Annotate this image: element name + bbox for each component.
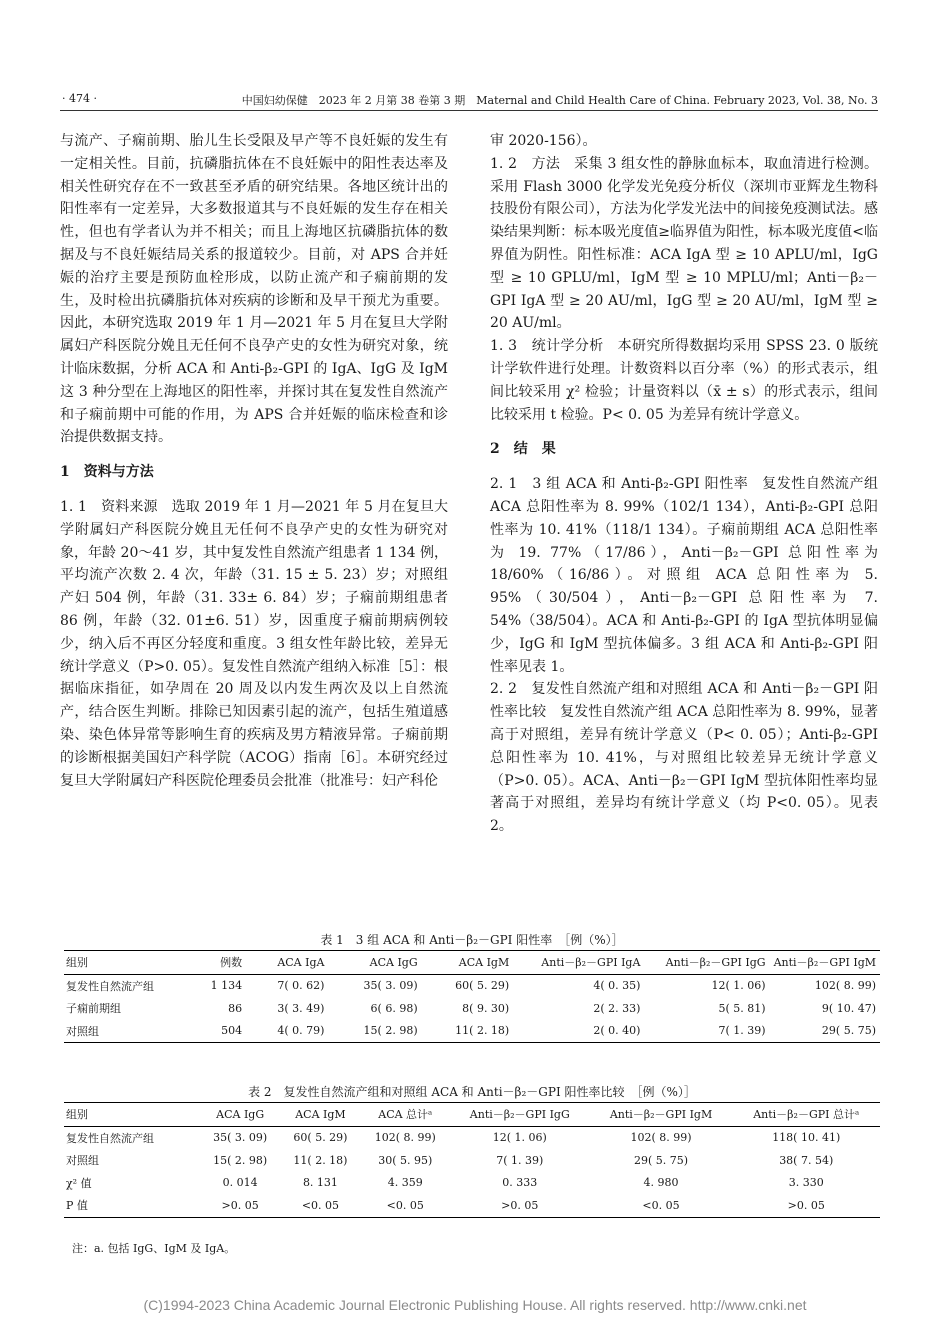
table-cell: 35( 3. 09): [213, 1131, 268, 1145]
table-cell: 3( 3. 49): [277, 1001, 325, 1015]
table-row: [64, 1020, 880, 1043]
table-cell: 0. 014: [222, 1176, 258, 1190]
table-1: [64, 930, 880, 1043]
table-cell: 0. 333: [502, 1176, 538, 1190]
table-header-cell: ACA 总计ᵃ: [378, 1108, 433, 1122]
table-row: [64, 1172, 880, 1195]
table-cell: 29( 5. 75): [633, 1153, 689, 1167]
section-2-1: [490, 473, 878, 678]
table-2-grid: [64, 1102, 880, 1218]
table-cell: >0. 05: [501, 1198, 539, 1212]
intro-paragraph: 与流产、子痫前期、胎儿生长受限及早产等不良妊娠的发生有一定相关性。目前，抗磷脂抗体在不良妊娠中的阳性表达率及相关性研究存在不一致甚至矛盾的研究结果。各地区统计出的阳性率有一定差异，大多数报道其与不良妊娠的发生存在相关性，但也有学者认为并不相关；而且上海地区抗磷脂抗体的数据及与不良妊娠结局关系的报道较少。目前，对 APS 合并妊娠的治疗主要是预防血栓形成，以防止流产和子痫前期的发生，及时检出抗磷脂抗体对疾病的诊断和及早干预尤为重要。因此，本研究选取 2019 年 1 月—2021 年 5 月在复旦大学附属妇产科医院分娩且无任何不良孕产史的女性为研究对象，统计临床数据，分析 ACA 和 Anti-β₂-GPI 的 IgA、IgG 及 IgM 这 3 种分型在上海地区的阳性率，并探讨其在复发性自然流产和子痫前期中可能的作用，为 APS 合并妊娠的临床检查和诊治提供数据支持。: [60, 133, 448, 446]
table-cell: P 值: [66, 1199, 88, 1213]
section-1-3: [490, 335, 878, 426]
table-header-cell: Anti－β₂－GPI IgG: [469, 1108, 570, 1122]
table-header-cell: ACA IgM: [295, 1107, 346, 1121]
table-cell: <0. 05: [386, 1198, 424, 1212]
table-cell: <0. 05: [642, 1198, 680, 1212]
table-cell: 38( 7. 54): [779, 1153, 834, 1167]
table-cell: 4( 0. 35): [593, 979, 641, 993]
table-header-row: [64, 1103, 880, 1127]
table-cell: 102( 8. 99): [374, 1131, 436, 1145]
section-2-heading: 2 结 果: [490, 441, 556, 458]
section-2-2: [490, 678, 878, 838]
table-cell: 7( 1. 39): [496, 1153, 544, 1167]
table-cell: 102( 8. 99): [630, 1131, 692, 1145]
table-1-caption: 表 1 3 组 ACA 和 Anti－β₂－GPI 阳性率 ［例（%）］: [320, 933, 624, 947]
table-header-cell: ACA IgG: [216, 1107, 265, 1121]
table-cell: 复发性自然流产组: [66, 979, 154, 993]
section-2-2-body: 复发性自然流产组 ACA 总阳性率为 8. 99%，显著高于对照组，差异有统计学意义（P< 0. 05）；Anti-β₂-GPI 总阳性率为 10. 41%，与对照组比较差异无统计学意义（P>0. 05）。ACA、Anti－β₂－GPI IgM 型抗体阳性率均显著高于对照组，差异均有统计学意义（均 P<0. 05）。见表 2。: [490, 704, 878, 835]
table-cell: 15( 2. 98): [213, 1153, 268, 1167]
table-cell: 29( 5. 75): [821, 1024, 876, 1038]
right-column: [490, 130, 878, 838]
table-cell: 1 134: [210, 979, 243, 993]
table-row: [64, 1149, 880, 1172]
table-row: [64, 1194, 880, 1217]
table-2-caption: 表 2 复发性自然流产组和对照组 ACA 和 Anti－β₂－GPI 阳性率比较 ［例（%）］: [248, 1085, 696, 1099]
table-cell: 复发性自然流产组: [66, 1131, 154, 1145]
table-cell: 35( 3. 09): [363, 979, 418, 993]
table-header-cell: 组别: [66, 956, 88, 970]
table-cell: 5( 5. 81): [718, 1001, 766, 1015]
table-row: [64, 1126, 880, 1149]
table-cell: 对照组: [66, 1154, 99, 1168]
table-cell: 11( 2. 18): [293, 1153, 348, 1167]
table-cell: 4. 359: [387, 1176, 423, 1190]
section-1-2-body: 采集 3 组女性的静脉血标本，取血清进行检测。采用 Flash 3000 化学发光免疫分析仪（深圳市亚辉龙生物科技股份有限公司），方法为化学发光法中的间接免疫测试法。感染结果判断：标本吸光度值≥临界值为阳性，标本吸光度值<临界值为阴性。阳性标准：ACA IgA 型 ≥ 10 APLU/ml，IgG 型 ≥ 10 GPLU/ml，IgM 型 ≥ 10 MPLU/ml；Anti－β₂－GPI IgA 型 ≥ 20 AU/ml，IgG 型 ≥ 20 AU/ml，IgM 型 ≥ 20 AU/ml。: [490, 155, 878, 332]
table-cell: 2( 2. 33): [593, 1001, 641, 1015]
section-1-1-body: 选取 2019 年 1 月—2021 年 5 月在复旦大学附属妇产科医院分娩且无任何不良孕产史的女性为研究对象，年龄 20～41 岁，其中复发性自然流产组患者 1 134 例，平均流产次数 2. 4 次，年龄（31. 15 ± 5. 23）岁；对照组产妇 504 例，年龄（31. 33± 6. 84）岁；子痫前期组患者 86 例，年龄（32. 01±6. 51）岁，因重度子痫前期病例较少，纳入后不再区分轻度和重度。3 组女性年龄比较，差异无统计学意义（P>0. 05）。复发性自然流产组纳入标准［5］：根据临床指征，如孕周在 20 周及以内发生两次及以上自然流产，结合医生判断。排除已知因素引起的流产，包括生殖道感染、染色体异常等影响生育的疾病及男方精液异常。子痫前期的诊断根据美国妇产科学院（ACOG）指南［6］。本研究经过复旦大学附属妇产科医院伦理委员会批准（批准号：妇产科伦: [60, 498, 448, 789]
table-cell: 8. 131: [302, 1176, 338, 1190]
table-header-cell: 例数: [220, 956, 243, 970]
table-cell: 15( 2. 98): [363, 1024, 418, 1038]
section-1-1-title: 1. 1 资料来源: [60, 498, 158, 515]
table-cell: >0. 05: [221, 1198, 259, 1212]
table-header-cell: ACA IgM: [458, 955, 510, 969]
table-cell: 9( 10. 47): [821, 1001, 876, 1015]
page-number: · 474 ·: [62, 92, 97, 105]
section-2-2-title: 2. 2 复发性自然流产组和对照组 ACA 和 Anti－β₂－GPI 阳性率比较: [490, 681, 878, 721]
section-1-2: [490, 153, 878, 335]
table-cell: 30( 5. 95): [378, 1153, 433, 1167]
table-cell: 4( 0. 79): [277, 1024, 325, 1038]
table-cell: 11( 2. 18): [455, 1024, 510, 1038]
table-cell: 7( 0. 62): [277, 979, 325, 993]
table-cell: 118( 10. 41): [772, 1131, 841, 1145]
table-cell: 60( 5. 29): [293, 1131, 348, 1145]
section-1-3-body: 本研究所得数据均采用 SPSS 23. 0 版统计学软件进行处理。计数资料以百分率（%）的形式表示，组间比较采用 χ² 检验；计量资料以（x̄ ± s）的形式表示，组间比较采用 t 检验。P< 0. 05 为差异有统计学意义。: [490, 338, 878, 423]
copyright-footer: (C)1994-2023 China Academic Journal Electronic Publishing House. All rights reserved. http://www.cnki.net: [143, 1297, 807, 1313]
table-cell: >0. 05: [787, 1198, 825, 1212]
running-header: [60, 92, 878, 111]
table-header-cell: Anti－β₂－GPI 总计ᵃ: [753, 1108, 860, 1122]
section-2-1-body: 复发性自然流产组 ACA 总阳性率为 8. 99%（102/1 134），Anti-β₂-GPI 总阳性率为 10. 41%（118/1 134）。子痫前期组 ACA 总阳性率为 19. 77%（17/86），Anti－β₂－GPI 总阳性率为 18/60%（16/86）。对照组 ACA 总阳性率为 5. 95%（30/504），Anti－β₂－GPI 总阳性率为 7. 54%（38/504）。ACA 和 Anti-β₂-GPI 的 IgA 型抗体明显偏少，IgG 和 IgM 型抗体偏多。3 组 ACA 和 Anti-β₂-GPI 阳性率见表 1。: [490, 476, 878, 675]
section-2-1-title: 2. 1 3 组 ACA 和 Anti-β₂-GPI 阳性率: [490, 476, 749, 493]
journal-citation: 中国妇幼保健 2023 年 2 月第 38 卷第 3 期 Maternal and Child Health Care of China. February 2023, Vol. 38, No. 3: [241, 94, 878, 107]
table-footnote: 注：a. 包括 IgG、IgM 及 IgA。: [72, 1242, 236, 1255]
table-1-grid: [64, 950, 880, 1043]
table-header-row: [64, 951, 880, 975]
section-1-2-title: 1. 2 方法: [490, 155, 561, 172]
table-header-cell: ACA IgA: [277, 955, 325, 969]
table-cell: 7( 1. 39): [718, 1024, 766, 1038]
section-1-1: [60, 496, 448, 792]
table-header-cell: ACA IgG: [369, 955, 418, 969]
table-cell: 12( 1. 06): [492, 1131, 547, 1145]
table-2: [64, 1082, 880, 1218]
table-header-cell: Anti－β₂－GPI IgM: [773, 956, 876, 970]
table-cell: 60( 5. 29): [455, 979, 510, 993]
table-header-cell: 组别: [66, 1108, 88, 1122]
table-cell: <0. 05: [301, 1198, 340, 1212]
table-cell: 3. 330: [788, 1176, 824, 1190]
table-cell: 对照组: [66, 1024, 99, 1038]
table-cell: 12( 1. 06): [711, 979, 766, 993]
section-1-heading: 1 资料与方法: [60, 464, 154, 481]
table-cell: 102( 8. 99): [814, 979, 876, 993]
table-header-cell: Anti－β₂－GPI IgM: [609, 1108, 713, 1122]
table-cell: χ² 值: [66, 1176, 92, 1190]
table-cell: 子痫前期组: [66, 1002, 121, 1016]
table-header-cell: Anti－β₂－GPI IgA: [541, 956, 641, 970]
table-cell: 2( 0. 40): [593, 1024, 641, 1038]
section-1-3-title: 1. 3 统计学分析: [490, 338, 604, 355]
table-header-cell: Anti－β₂－GPI IgG: [665, 956, 766, 970]
table-cell: 8( 9. 30): [462, 1001, 510, 1015]
table-row: [64, 997, 880, 1020]
table-cell: 86: [228, 1001, 243, 1015]
left-column: [60, 130, 448, 792]
table-cell: 504: [221, 1024, 243, 1038]
continuation-text: 审 2020-156）。: [490, 133, 597, 149]
table-row: [64, 974, 880, 997]
table-cell: 6( 6. 98): [370, 1001, 418, 1015]
table-cell: 4. 980: [643, 1176, 679, 1190]
